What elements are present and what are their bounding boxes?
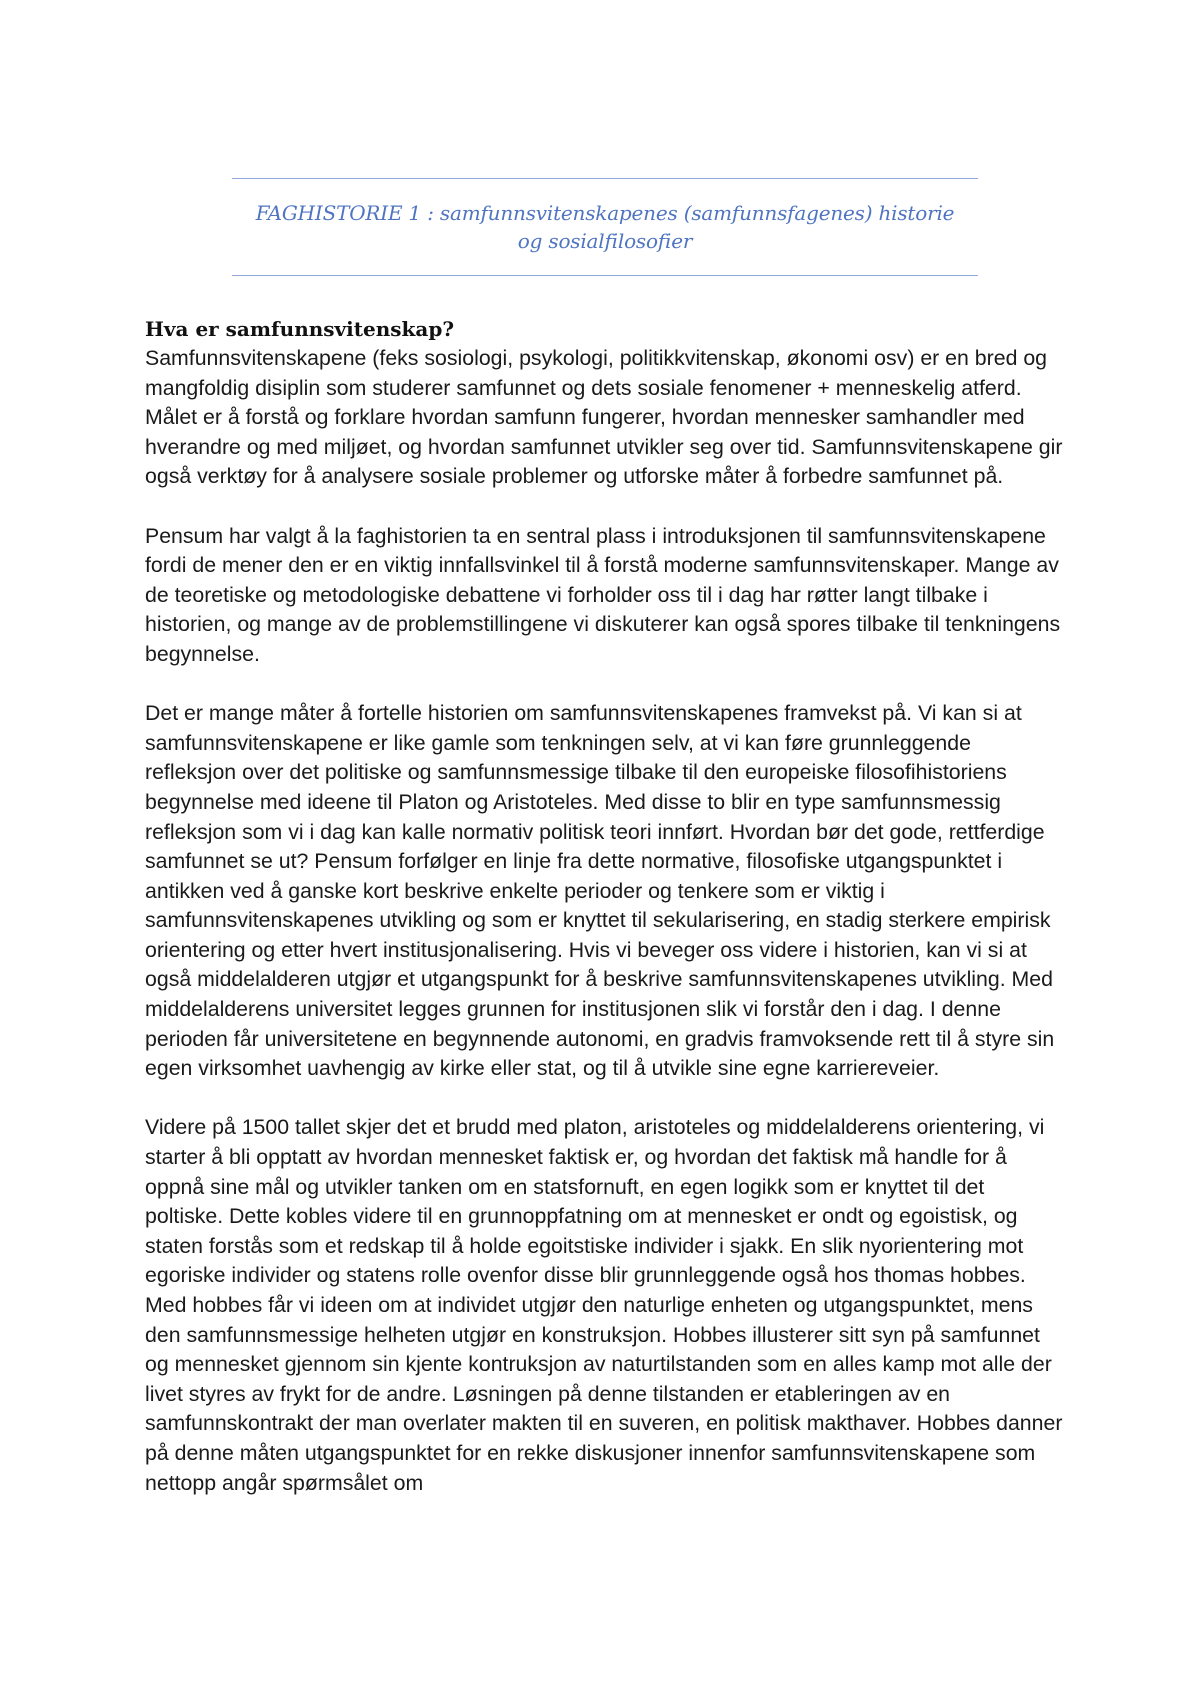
section-heading: Hva er samfunnsvitenskap? bbox=[145, 317, 455, 341]
paragraph: Samfunnsvitenskapene (feks sosiologi, psykologi, politikkvitenskap, økonomi osv) er en bred og mangfoldig disiplin som studerer samfunnet og dets sosiale fenomener + menneskelig atferd. Målet er å forstå og forklare hvordan samfunn fungerer, hvordan mennesker samhandler med hverandre og med miljøet, og hvordan samfunnet utvikler seg over tid. Samfunnsvitenskapene gir også verktøy for å analysere sosiale problemer og utforske måter å forbedre samfunnet på. bbox=[145, 346, 1063, 489]
paragraph: Videre på 1500 tallet skjer det et brudd med platon, aristoteles og middelalderens orientering, vi starter å bli opptatt av hvordan mennesket faktisk er, og hvordan det faktisk må handle for å oppnå sine mål og utvikler tanken om en statsfornuft, en egen logikk som er knyttet til det poltiske. Dette kobles videre til en grunnoppfatning om at mennesket er ondt og egoistisk, og staten forstås som et redskap til å holde egoitstiske individer i sjakk. En slik nyorientering mot egoriske individer og statens rolle ovenfor disse blir grunnleggende også hos thomas hobbes. Med hobbes får vi ideen om at individet utgjør den naturlige enheten og utgangspunktet, mens den samfunnsmessige helheten utgjør en konstruksjon. Hobbes illusterer sitt syn på samfunnet og mennesket gjennom sin kjente kontruksjon av naturtilstanden som en alles kamp mot alle der livet styres av frykt for de andre. Løsningen på denne tilstanden er etableringen av en samfunnskontrakt der man overlater makten til en suveren, en politisk makthaver. Hobbes danner på denne måten utgangspunktet for en rekke diskusjoner innenfor samfunnsvitenskapene som nettopp angår spørmsålet om bbox=[145, 1115, 1063, 1495]
title-block bbox=[232, 178, 978, 276]
document-body bbox=[145, 314, 1065, 1528]
paragraph: Det er mange måter å fortelle historien om samfunnsvitenskapenes framvekst på. Vi kan si at samfunnsvitenskapene er like gamle som tenkningen selv, at vi kan føre grunnleggende refleksjon over det politiske og samfunnsmessige tilbake til den europeiske filosofihistoriens begynnelse med ideene til Platon og Aristoteles. Med disse to blir en type samfunnsmessig refleksjon som vi i dag kan kalle normativ politisk teori innført. Hvordan bør det gode, rettferdige samfunnet se ut? Pensum forfølger en linje fra dette normative, filosofiske utgangspunktet i antikken ved å ganske kort beskrive enkelte perioder og tenkere som er viktig i samfunnsvitenskapenes utvikling og som er knyttet til sekularisering, en stadig sterkere empirisk orientering og etter hvert institusjonalisering. Hvis vi beveger oss videre i historien, kan vi si at også middelalderen utgjør et utgangspunkt for å beskrive samfunnsvitenskapenes utvikling. Med middelalderens universitet legges grunnen for institusjonen slik vi forstår den i dag. I denne perioden får universitetene en begynnende autonomi, en gradvis framvoksende rett til å styre sin egen virksomhet uavhengig av kirke eller stat, og til å utvikle sine egne karriereveier. bbox=[145, 701, 1055, 1081]
paragraph: Pensum har valgt å la faghistorien ta en sentral plass i introduksjonen til samfunnsvitenskapene fordi de mener den er en viktig innfallsvinkel til å forstå moderne samfunnsvitenskaper. Mange av de teoretiske og metodologiske debattene vi forholder oss til i dag har røtter langt tilbake i historien, og mange av de problemstillingene vi diskuterer kan også spores tilbake til tenkningens begynnelse. bbox=[145, 523, 1061, 666]
title-bottom-rule bbox=[232, 275, 978, 276]
document-title: FAGHISTORIE 1 : samfunnsvitenskapenes (samfunnsfagenes) historie og sosialfilosofier bbox=[255, 201, 955, 253]
